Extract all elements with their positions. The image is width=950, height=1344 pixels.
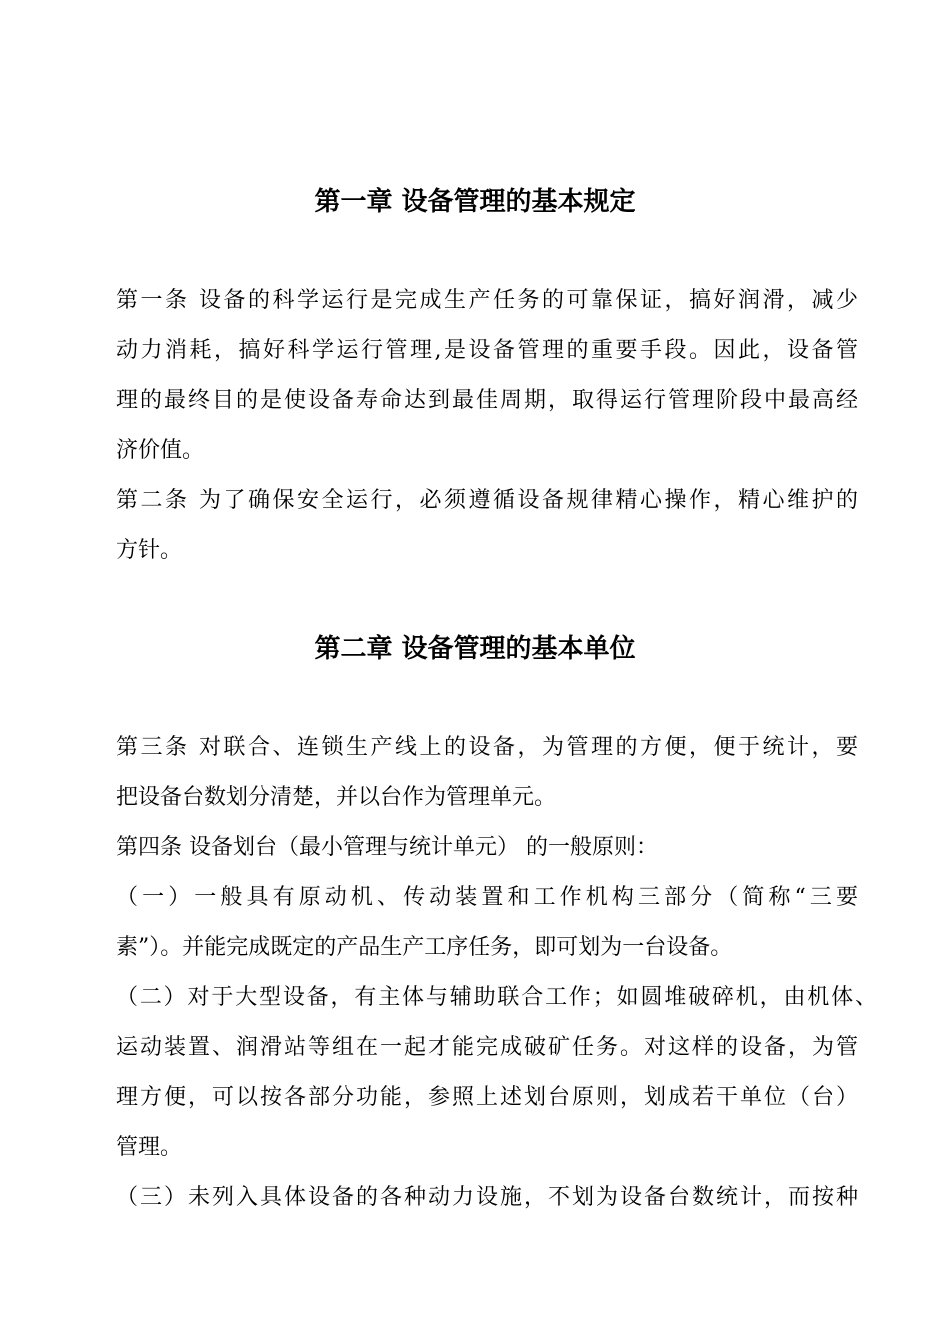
chapter-1-title: 第一章 设备管理的基本规定 — [314, 187, 636, 217]
chapter-1-line-4: 济价值。 — [116, 438, 205, 463]
chapter-2-line-5: 素”）。并能完成既定的产品生产工序任务，即可划为一台设备。 — [116, 935, 733, 960]
chapter-2-line-8: 理方便，可以按各部分功能，参照上述划台原则，划成若干单位（台） — [116, 1085, 858, 1110]
chapter-1-line-5: 第二条 为了确保安全运行，必须遵循设备规律精心操作，精心维护的 — [116, 488, 858, 513]
chapter-2-line-1: 第三条 对联合、连锁生产线上的设备，为管理的方便，便于统计，要 — [116, 735, 858, 760]
chapter-2-line-7: 运动装置、润滑站等组在一起才能完成破矿任务。对这样的设备，为管 — [116, 1035, 858, 1060]
chapter-2-line-2: 把设备台数划分清楚，并以台作为管理单元。 — [116, 785, 557, 810]
chapter-2-title: 第二章 设备管理的基本单位 — [314, 634, 636, 664]
chapter-1-line-2: 动力消耗，搞好科学运行管理,是设备管理的重要手段。因此，设备管 — [116, 338, 858, 363]
chapter-2-line-3: 第四条 设备划台（最小管理与统计单元） 的一般原则： — [116, 835, 658, 860]
chapter-2-line-10: （三）未列入具体设备的各种动力设施，不划为设备台数统计，而按种 — [116, 1185, 858, 1210]
chapter-2-line-4: （一）一般具有原动机、传动装置和工作机构三部分（简称“三要 — [116, 885, 858, 910]
chapter-1-line-6: 方针。 — [116, 538, 183, 563]
chapter-1-line-3: 理的最终目的是使设备寿命达到最佳周期，取得运行管理阶段中最高经 — [116, 388, 858, 413]
chapter-1-line-1: 第一条 设备的科学运行是完成生产任务的可靠保证，搞好润滑，减少 — [116, 288, 858, 313]
chapter-2-line-9: 管理。 — [116, 1135, 183, 1160]
chapter-2-line-6: （二）对于大型设备，有主体与辅助联合工作；如圆堆破碎机，由机体、 — [116, 985, 877, 1010]
